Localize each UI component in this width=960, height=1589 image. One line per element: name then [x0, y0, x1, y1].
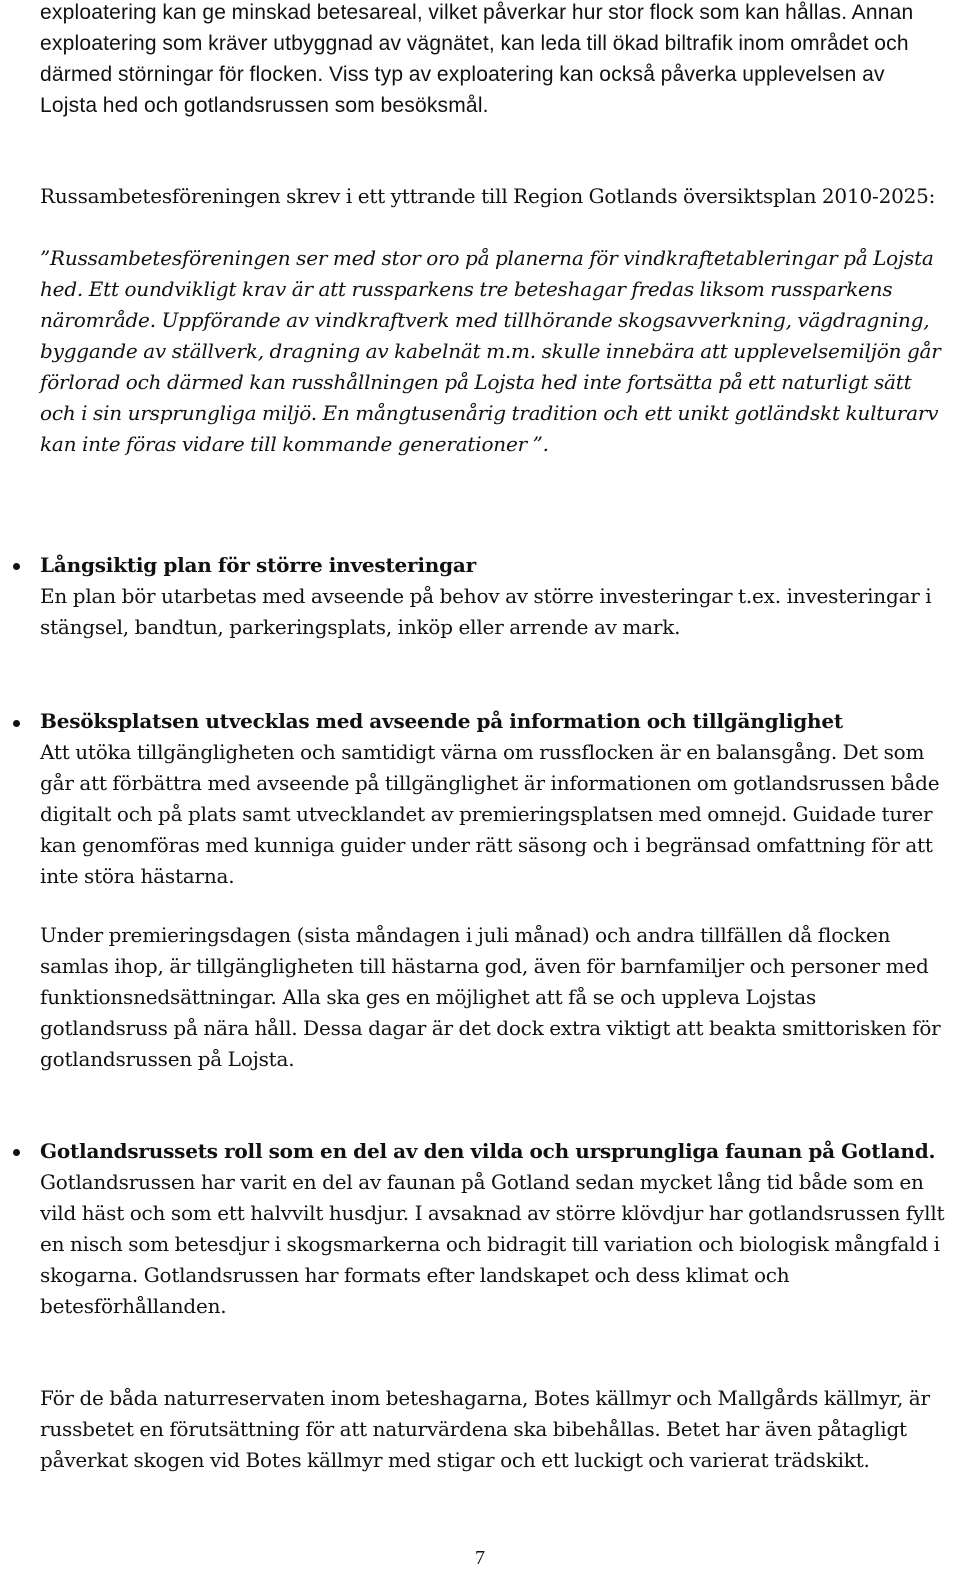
bullet-point [13, 1149, 20, 1156]
section-heading: Besöksplatsen utvecklas med avseende på information och tillgänglighet [40, 709, 843, 733]
bullet-point [13, 563, 20, 570]
bullet-point [13, 720, 20, 727]
section-paragraph: Gotlandsrussen har varit en del av faunan på Gotland sedan mycket lång tid både som en vild häst och som ett halvvilt husdjur. I avsaknad av större klövdjur har gotlandsrussen fyllt en nisch som betesdjur i skogsmarkerna och bidragit till variation och biologisk mångfald i skogarna. Gotlandsrussen har formats efter landskapet och dess klimat och betesförhållanden. [40, 1170, 945, 1318]
section-paragraph: En plan bör utarbetas med avseende på behov av större investeringar t.ex. investeringar i stängsel, bandtun, parkeringsplats, inköp eller arrende av mark. [40, 584, 932, 639]
bullet-section-fauna [40, 1136, 945, 1322]
bullet-section-visitor-site [40, 706, 945, 892]
section-paragraph: Under premieringsdagen (sista måndagen i juli månad) och andra tillfällen då flocken samlas ihop, är tillgängligheten till hästarna god, även för barnfamiljer och personer med funktionsnedsättningar. Alla ska ges en möjlighet att få se och uppleva Lojstas gotlandsruss på nära håll. Dessa dagar är det dock extra viktigt att beakta smittorisken för gotlandsrussen på Lojsta. [40, 923, 941, 1071]
section-heading: Gotlandsrussets roll som en del av den vilda och ursprungliga faunan på Gotland. [40, 1139, 936, 1163]
quote-intro-paragraph: Russambetesföreningen skrev i ett yttrande till Region Gotlands översiktsplan 2010-2025: [40, 184, 936, 208]
section-paragraph: Att utöka tillgängligheten och samtidigt värna om russflocken är en balansgång. Det som går att förbättra med avseende på tillgänglighet är informationen om gotlandsrussen både digitalt och på plats samt utvecklandet av premieringsplatsen med omnejd. Guidade turer kan genomföras med kunniga guider under rätt säsong och i begränsad omfattning för att inte störa hästarna. [40, 740, 940, 888]
quote-paragraph: ”Russambetesföreningen ser med stor oro på planerna för vindkraftetableringar på Lojsta hed. Ett oundvikligt krav är att russparkens tre beteshagar fredas liksom russparkens närområde. Uppförande av vindkraftverk med tillhörande skogsavverkning, vägdragning, byggande av ställverk, dragning av kabelnät m.m. skulle innebära att upplevelsemiljön går förlorad och därmed kan russhållningen på Lojsta hed inte fortsätta på ett naturligt sätt och i sin ursprungliga miljö. En mångtusenårig tradition och ett unikt gotländskt kulturarv kan inte föras vidare till kommande generationer ”. [40, 246, 941, 456]
section-paragraph: För de båda naturreservaten inom beteshagarna, Botes källmyr och Mallgårds källmyr, är russbetet en förutsättning för att naturvärdena ska bibehållas. Betet har även påtagligt påverkat skogen vid Botes källmyr med stigar och ett luckigt och varierat trädskikt. [40, 1386, 930, 1472]
intro-paragraph: exploatering kan ge minskad betesareal, vilket påverkar hur stor flock som kan hållas. Annan exploatering som kräver utbyggnad av vägnätet, kan leda till ökad biltrafik inom området och därmed störningar för flocken. Viss typ av exploatering kan också påverka upplevelsen av Lojsta hed och gotlandsrussen som besöksmål. [40, 1, 914, 117]
section-heading: Långsiktig plan för större investeringar [40, 553, 476, 577]
page-number: 7 [475, 1547, 485, 1569]
bullet-section-investments [40, 550, 945, 643]
